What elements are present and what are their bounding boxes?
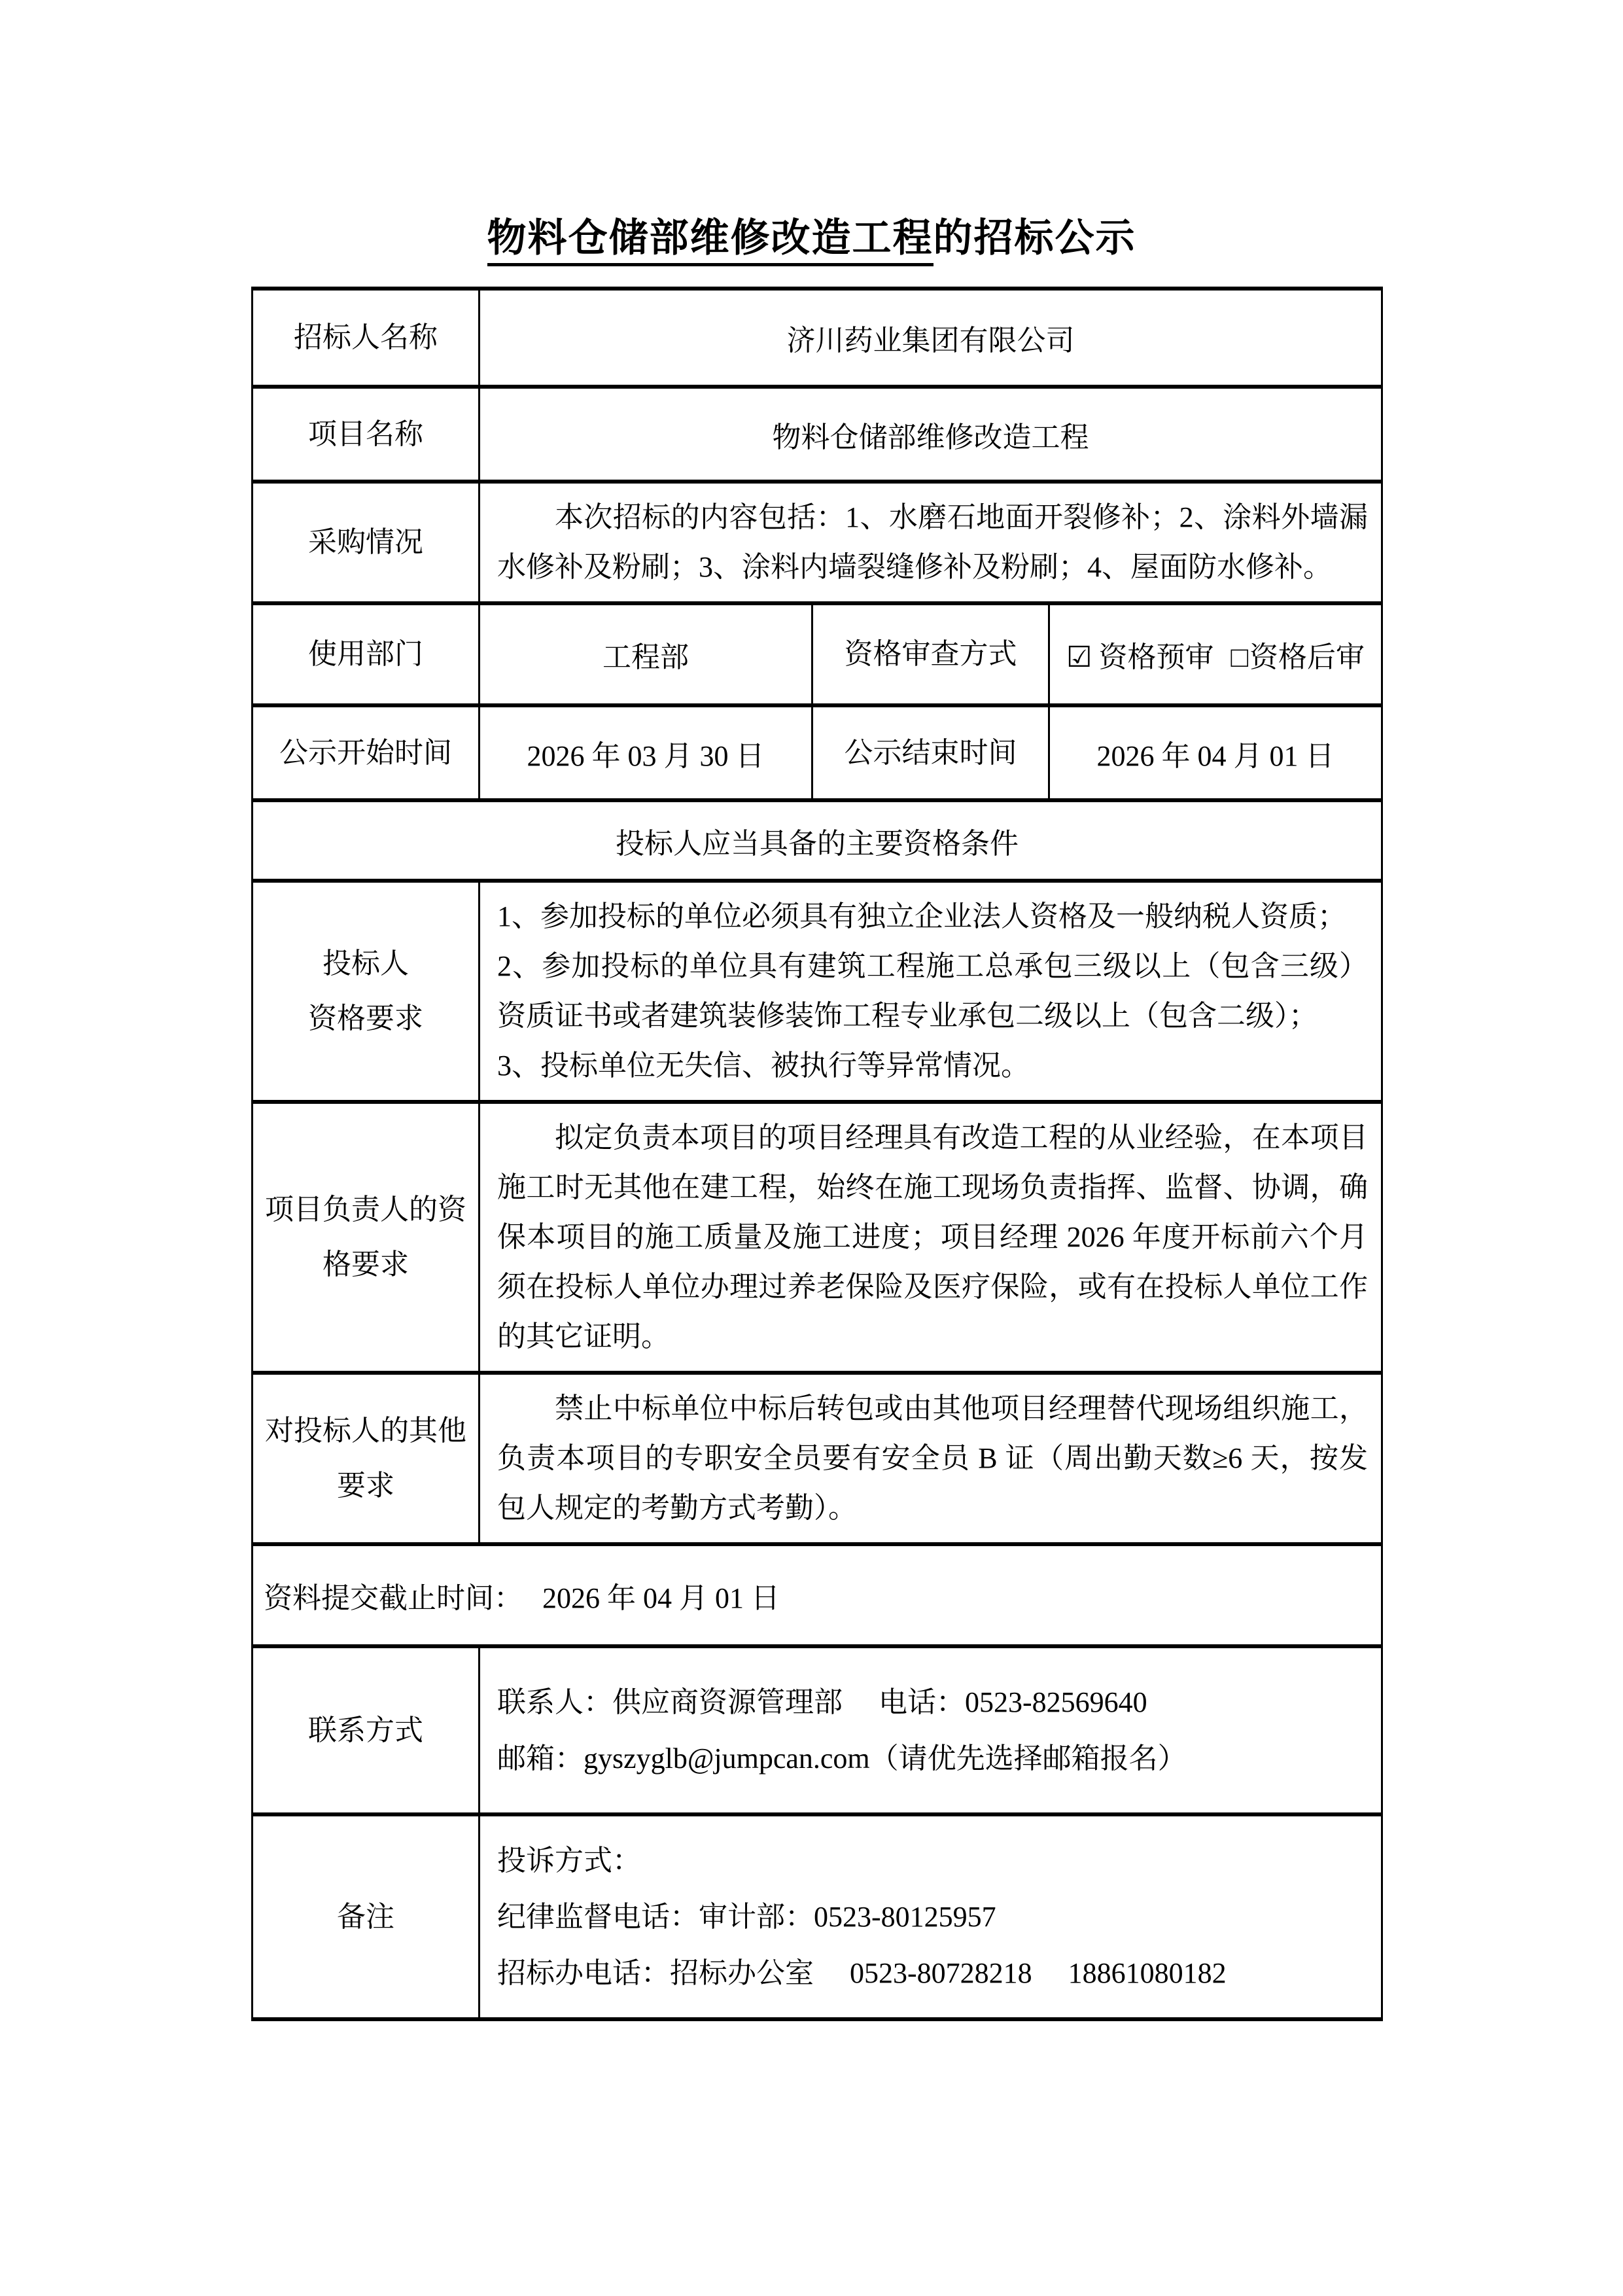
table-row-project-name [253,387,1382,482]
table-row-submission-deadline [253,1544,1382,1646]
table-row-department-review [253,603,1382,705]
remarks-value [480,1814,1382,2019]
bidder-qualification-item-3: 3、投标单位无失信、被执行等异常情况。 [497,1050,1030,1082]
other-requirements-label-line1: 对投标人的其他 [265,1415,466,1447]
other-requirements-text: 禁止中标单位中标后转包或由其他项目经理替代现场组织施工，负责本项目的专职安全员要有安全员 B 证（周出勤天数≥6 天，按发包人规定的考勤方式考勤）。 [497,1392,1369,1524]
bidder-qualification-label-line2: 资格要求 [308,1002,423,1034]
pm-qualification-text: 拟定负责本项目的项目经理具有改造工程的从业经验，在本项目施工时无其他在建工程，始终在施工现场负责指挥、监督、协调，确保本项目的施工质量及施工进度；项目经理 2026 年度开标前六个月须在投标人单位办理过养老保险及医疗保险，或有在投标人单位工作的其它证明。 [497,1122,1369,1352]
page-title-underlined-text: 物料仓储部维修改造工程 [487,217,934,266]
project-name-label: 项目名称 [253,387,480,482]
bidder-qualification-item-1: 1、参加投标的单位必须具有独立企业法人资格及一般纳税人资质； [497,900,1346,932]
procurement-value [480,482,1382,603]
table-row-remarks [253,1814,1382,2019]
bidder-name-label: 招标人名称 [253,289,480,387]
prequalification-option-label: 资格预审 [1098,641,1214,673]
table-row-bidder-name [253,289,1382,387]
project-name-value: 物料仓储部维修改造工程 [480,387,1382,482]
using-department-label: 使用部门 [253,603,480,705]
pm-qualification-label-line1: 项目负责人的资 [265,1193,466,1226]
table-row-procurement [253,482,1382,603]
bidder-name-value: 济川药业集团有限公司 [480,289,1382,387]
bidder-qualification-item-2: 2、参加投标的单位具有建筑工程施工总承包三级以上（包含三级）资质证书或者建筑装修装饰工程专业承包二级以上（包含二级）； [497,950,1369,1032]
pm-qualification-label-line2: 格要求 [323,1248,409,1280]
table-row-qualification-header [253,800,1382,881]
project-manager-qualification-value [480,1102,1382,1373]
other-requirements-label [253,1373,480,1544]
remarks-discipline-phone-line: 纪律监督电话：审计部：0523-80125957 [497,1900,996,1933]
publicity-start-value: 2026 年 03 月 30 日 [480,705,812,800]
prequalification-option [1066,641,1213,673]
submission-deadline-value: 2026 年 04 月 01 日 [542,1582,780,1614]
remarks-tender-office-phone-line: 招标办电话：招标办公室 0523-80728218 18861080182 [497,1956,1227,1989]
checked-checkbox-icon: ☑ [1066,641,1092,673]
contact-value [480,1646,1382,1814]
postqualification-option [1230,641,1365,673]
using-department-value: 工程部 [480,603,812,705]
table-row-contact [253,1646,1382,1814]
bidder-qualification-value [480,881,1382,1102]
contact-person-line: 联系人：供应商资源管理部 电话：0523-82569640 [497,1686,1147,1718]
publicity-start-label: 公示开始时间 [253,705,480,800]
remarks-complaint-line: 投诉方式： [497,1844,641,1877]
postqualification-option-label: 资格后审 [1249,641,1365,673]
qualification-review-value [1049,603,1382,705]
qualification-section-header: 投标人应当具备的主要资格条件 [253,800,1382,881]
procurement-text: 本次招标的内容包括：1、水磨石地面开裂修补；2、涂料外墙漏水修补及粉刷；3、涂料内墙裂缝修补及粉刷；4、屋面防水修补。 [497,501,1369,583]
contact-email-line: 邮箱：gyszyglb@jumpcan.com（请优先选择邮箱报名） [497,1742,1187,1775]
table-row-publicity-dates [253,705,1382,800]
contact-label: 联系方式 [253,1646,480,1814]
project-manager-qualification-label [253,1102,480,1373]
qualification-review-label: 资格审查方式 [812,603,1049,705]
bidder-qualification-label [253,881,480,1102]
tender-table [251,287,1383,2021]
table-row-project-manager-qualification [253,1102,1382,1373]
unchecked-checkbox-icon: □ [1230,641,1249,673]
submission-deadline-cell [253,1544,1382,1646]
table-row-bidder-qualification [253,881,1382,1102]
bidder-qualification-label-line1: 投标人 [323,947,409,980]
remarks-label: 备注 [253,1814,480,2019]
publicity-end-value: 2026 年 04 月 01 日 [1049,705,1382,800]
submission-deadline-label: 资料提交截止时间： [264,1582,523,1614]
other-requirements-value [480,1373,1382,1544]
page-title-rest-text: 的招标公示 [933,217,1136,260]
procurement-label: 采购情况 [253,482,480,603]
table-row-other-requirements [253,1373,1382,1544]
other-requirements-label-line2: 要求 [337,1470,394,1502]
publicity-end-label: 公示结束时间 [812,705,1049,800]
page-title [0,0,1623,263]
